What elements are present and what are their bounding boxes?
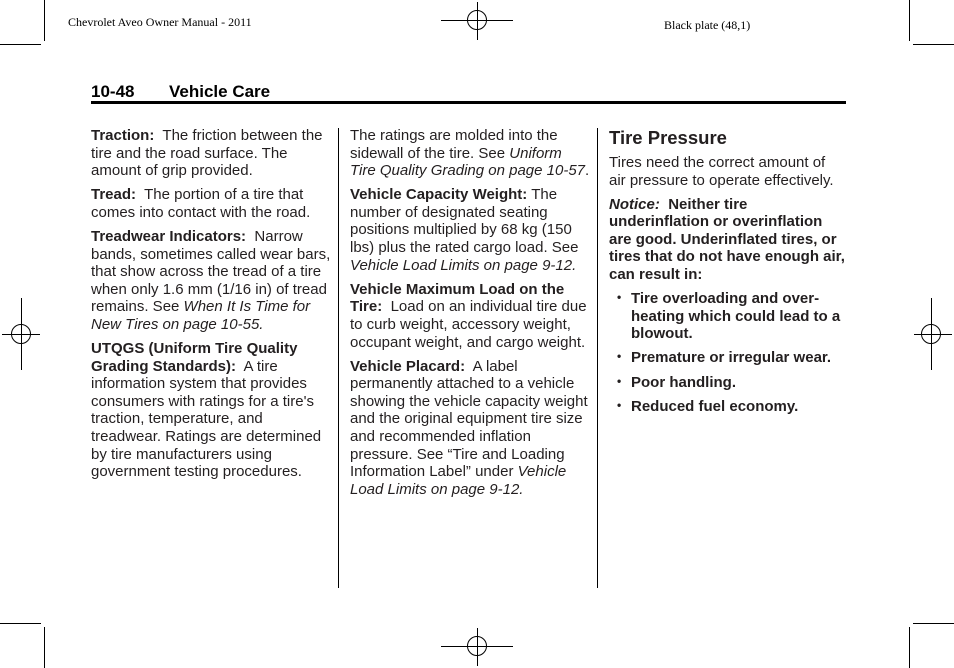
definition-text: Load on an individual tire due to curb weight, accessory weight, occupant weight, and cargo weight. (350, 298, 587, 351)
definition-text: Narrow bands, sometimes called wear bars, that show across the tread of a tire when only 1.6 mm (1/16 in) of tread remains. See (91, 227, 331, 316)
column-3 (609, 127, 846, 422)
definition-vehicle-capacity-weight (350, 186, 590, 274)
definition-traction (91, 127, 331, 180)
slug-plate: Black plate (48,1) (664, 18, 751, 32)
column-2 (350, 127, 590, 505)
definition-utqgs (91, 340, 331, 481)
punctuation: . (585, 162, 590, 180)
registration-mark-circle (11, 324, 31, 344)
notice-label: Notice: (609, 195, 660, 213)
registration-mark-circle (921, 324, 941, 344)
crop-mark (0, 44, 41, 45)
cross-reference: Uniform Tire Quality Grading on page 10-57 (350, 144, 586, 180)
column-1 (91, 127, 331, 487)
term: UTQGS (Uniform Tire Quality Grading Standards): (91, 340, 298, 375)
column-divider (338, 128, 339, 588)
list-item: • Reduced fuel economy. (631, 398, 846, 416)
term: Tread: (91, 186, 137, 204)
list-item: • Tire overloading and over-heating which could lead to a blowout. (631, 290, 846, 343)
ratings-paragraph (350, 127, 590, 180)
header-rule (91, 101, 846, 104)
column-divider (597, 128, 598, 588)
crop-mark (909, 0, 910, 41)
definition-text: A tire information system that provides consumers with ratings for a tire's traction, temperature, and treadwear. Ratings are determined by tire manufacturers using government testing procedures. (91, 357, 322, 481)
paragraph-text: The ratings are molded into the sidewall of the tire. See (350, 127, 558, 162)
cross-reference: Vehicle Load Limits on page 9-12. (350, 256, 577, 274)
term: Vehicle Capacity Weight: (350, 186, 528, 204)
section-heading: Tire Pressure (609, 127, 727, 148)
cross-reference: Vehicle Load Limits on page 9-12. (350, 463, 567, 498)
crop-mark (0, 623, 41, 624)
list-item: • Premature or irregular wear. (631, 349, 846, 367)
notice-text: Neither tire underinflation or overinflation are good. Underinflated tires, or tires that do not have enough air, can result in: (609, 195, 845, 284)
notice-paragraph (609, 196, 846, 284)
crop-mark (44, 627, 45, 668)
bullet-list (609, 290, 846, 415)
running-header (91, 82, 270, 102)
registration-mark-circle (467, 636, 487, 656)
definition-text: The friction between the tire and the road surface. The amount of grip provided. (91, 127, 323, 180)
cross-reference: When It Is Time for New Tires on page 10-55. (91, 298, 311, 333)
crop-mark (913, 44, 954, 45)
term: Treadwear Indicators: (91, 227, 247, 245)
page-number: 10-48 (91, 82, 135, 101)
definition-vehicle-maximum-load (350, 281, 590, 351)
registration-mark-circle (467, 10, 487, 30)
definition-text: The portion of a tire that comes into contact with the road. (91, 186, 311, 221)
intro-paragraph: Tires need the correct amount of air pressure to operate effectively. (609, 154, 834, 189)
definition-tread (91, 186, 331, 221)
crop-mark (913, 623, 954, 624)
section-title: Vehicle Care (169, 82, 271, 101)
definition-text: A label permanently attached to a vehicle showing the vehicle capacity weight and the original equipment tire size and recommended inflation pressure. See “Tire and Loading Information Label” under (350, 357, 588, 481)
term: Vehicle Maximum Load on the Tire: (350, 280, 565, 316)
crop-mark (909, 627, 910, 668)
crop-mark (44, 0, 45, 41)
term: Vehicle Placard: (350, 357, 466, 375)
definition-text: The number of designated seating positions multiplied by 68 kg (150 lbs) plus the rated cargo load. See (350, 186, 579, 257)
list-item: • Poor handling. (631, 374, 846, 392)
slug-manual-title: Chevrolet Aveo Owner Manual - 2011 (68, 15, 252, 29)
term: Traction: (91, 127, 155, 144)
definition-vehicle-placard (350, 358, 590, 499)
definition-treadwear-indicators (91, 228, 331, 334)
